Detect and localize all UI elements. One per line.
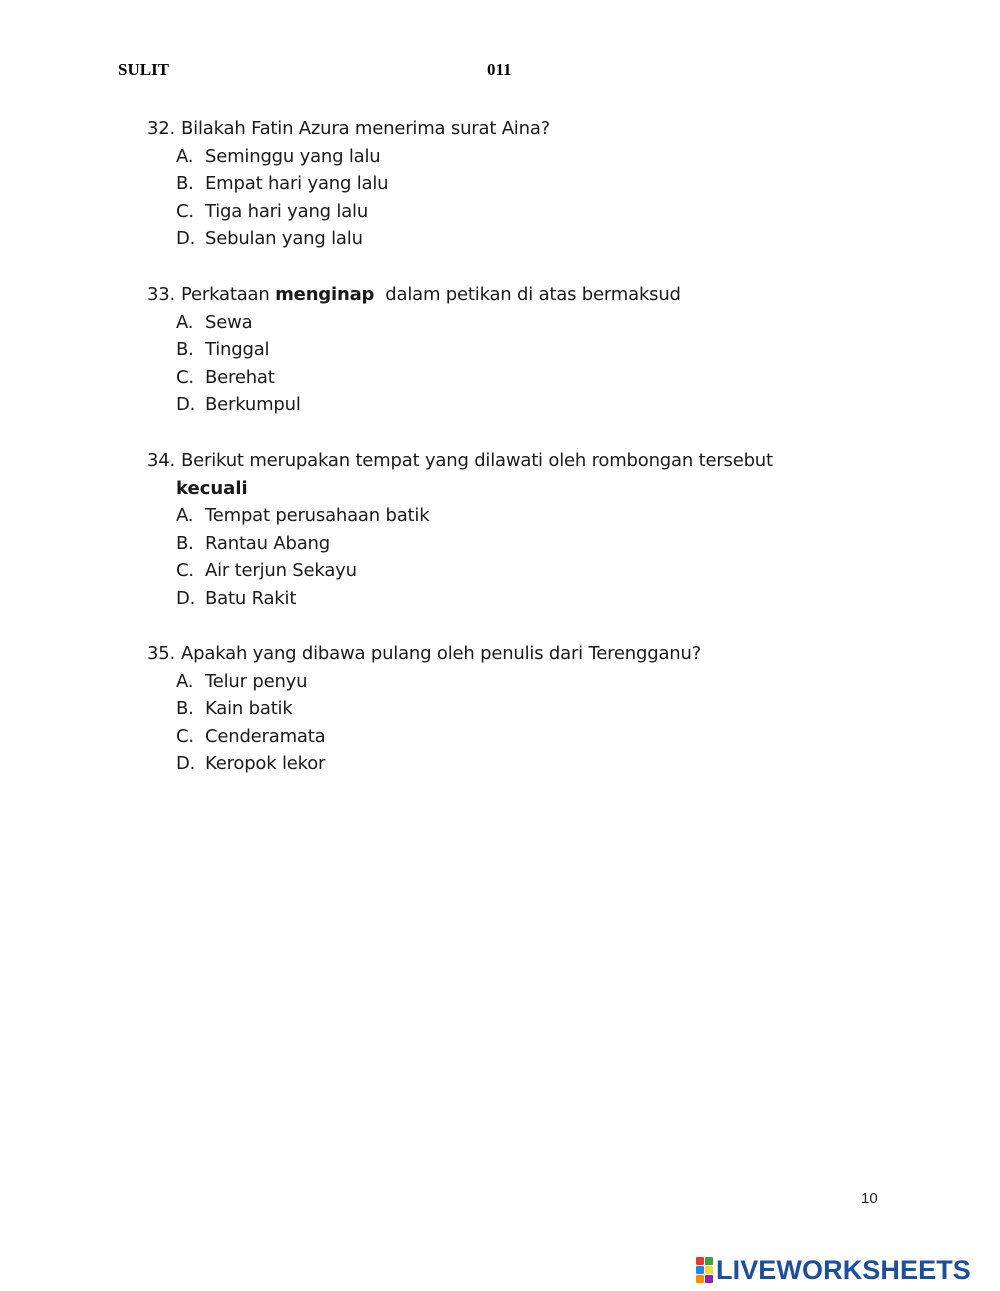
option-text: Tempat perusahaan batik bbox=[205, 505, 430, 527]
option-text: Air terjun Sekayu bbox=[205, 560, 357, 582]
question-text: Bilakah Fatin Azura menerima surat Aina? bbox=[181, 118, 551, 139]
option-letter: B. bbox=[176, 339, 194, 361]
option-d[interactable] bbox=[147, 585, 847, 613]
option-text: Sewa bbox=[205, 311, 253, 333]
liveworksheets-logo-icon bbox=[696, 1257, 713, 1283]
option-letter: D. bbox=[176, 394, 196, 416]
option-a[interactable] bbox=[147, 309, 847, 337]
option-text: Berkumpul bbox=[205, 394, 301, 416]
option-d[interactable] bbox=[147, 750, 847, 778]
header-code: 011 bbox=[487, 60, 512, 79]
option-letter: A. bbox=[176, 145, 194, 167]
option-text: Seminggu yang lalu bbox=[205, 145, 381, 167]
option-text: Kain batik bbox=[205, 698, 293, 720]
liveworksheets-brand[interactable] bbox=[696, 1256, 971, 1284]
option-text: Telur penyu bbox=[205, 670, 308, 692]
option-text: Cenderamata bbox=[205, 725, 326, 747]
option-a[interactable] bbox=[147, 668, 847, 696]
option-letter: C. bbox=[176, 560, 194, 582]
header-label: SULIT bbox=[118, 60, 170, 79]
question-text-after: dalam petikan di atas bermaksud bbox=[385, 284, 681, 305]
option-b[interactable] bbox=[147, 336, 847, 364]
option-letter: D. bbox=[176, 753, 196, 775]
question-number: 35. bbox=[147, 643, 176, 664]
option-c[interactable] bbox=[147, 723, 847, 751]
option-a[interactable] bbox=[147, 502, 847, 530]
logo-square bbox=[696, 1275, 704, 1283]
option-letter: C. bbox=[176, 366, 194, 388]
question-keyword: kecuali bbox=[176, 477, 248, 499]
question-35 bbox=[147, 640, 847, 778]
option-c[interactable] bbox=[147, 198, 847, 226]
option-d[interactable] bbox=[147, 391, 847, 419]
option-letter: C. bbox=[176, 200, 194, 222]
option-letter: D. bbox=[176, 587, 196, 609]
question-text-before: Perkataan bbox=[181, 284, 270, 305]
option-text: Keropok lekor bbox=[205, 753, 326, 775]
option-text: Tiga hari yang lalu bbox=[205, 200, 369, 222]
option-letter: B. bbox=[176, 173, 194, 195]
logo-square bbox=[705, 1266, 713, 1274]
option-text: Sebulan yang lalu bbox=[205, 228, 363, 250]
option-letter: D. bbox=[176, 228, 196, 250]
option-letter: C. bbox=[176, 725, 194, 747]
question-number: 34. bbox=[147, 450, 176, 471]
logo-square bbox=[696, 1257, 704, 1265]
option-letter: B. bbox=[176, 532, 194, 554]
option-letter: B. bbox=[176, 698, 194, 720]
option-b[interactable] bbox=[147, 170, 847, 198]
logo-square bbox=[705, 1275, 713, 1283]
option-d[interactable] bbox=[147, 225, 847, 253]
option-text: Empat hari yang lalu bbox=[205, 173, 389, 195]
option-letter: A. bbox=[176, 505, 194, 527]
option-text: Tinggal bbox=[205, 339, 270, 361]
option-c[interactable] bbox=[147, 557, 847, 585]
option-text: Rantau Abang bbox=[205, 532, 330, 554]
option-letter: A. bbox=[176, 311, 194, 333]
question-keyword: menginap bbox=[275, 284, 375, 305]
question-33 bbox=[147, 281, 847, 419]
logo-square bbox=[705, 1257, 713, 1265]
option-b[interactable] bbox=[147, 695, 847, 723]
logo-square bbox=[696, 1266, 704, 1274]
brand-text: LIVEWORKSHEETS bbox=[716, 1254, 971, 1285]
question-text: Berikut merupakan tempat yang dilawati oleh rombongan tersebut bbox=[181, 450, 773, 471]
option-c[interactable] bbox=[147, 364, 847, 392]
question-34 bbox=[147, 447, 847, 613]
question-number: 32. bbox=[147, 118, 176, 139]
option-a[interactable] bbox=[147, 143, 847, 171]
question-text: Apakah yang dibawa pulang oleh penulis dari Terengganu? bbox=[181, 643, 702, 664]
question-number: 33. bbox=[147, 284, 176, 305]
option-text: Batu Rakit bbox=[205, 587, 297, 609]
option-letter: A. bbox=[176, 670, 194, 692]
option-text: Berehat bbox=[205, 366, 275, 388]
question-32 bbox=[147, 115, 847, 253]
option-b[interactable] bbox=[147, 530, 847, 558]
page-number: 10 bbox=[861, 1190, 878, 1207]
